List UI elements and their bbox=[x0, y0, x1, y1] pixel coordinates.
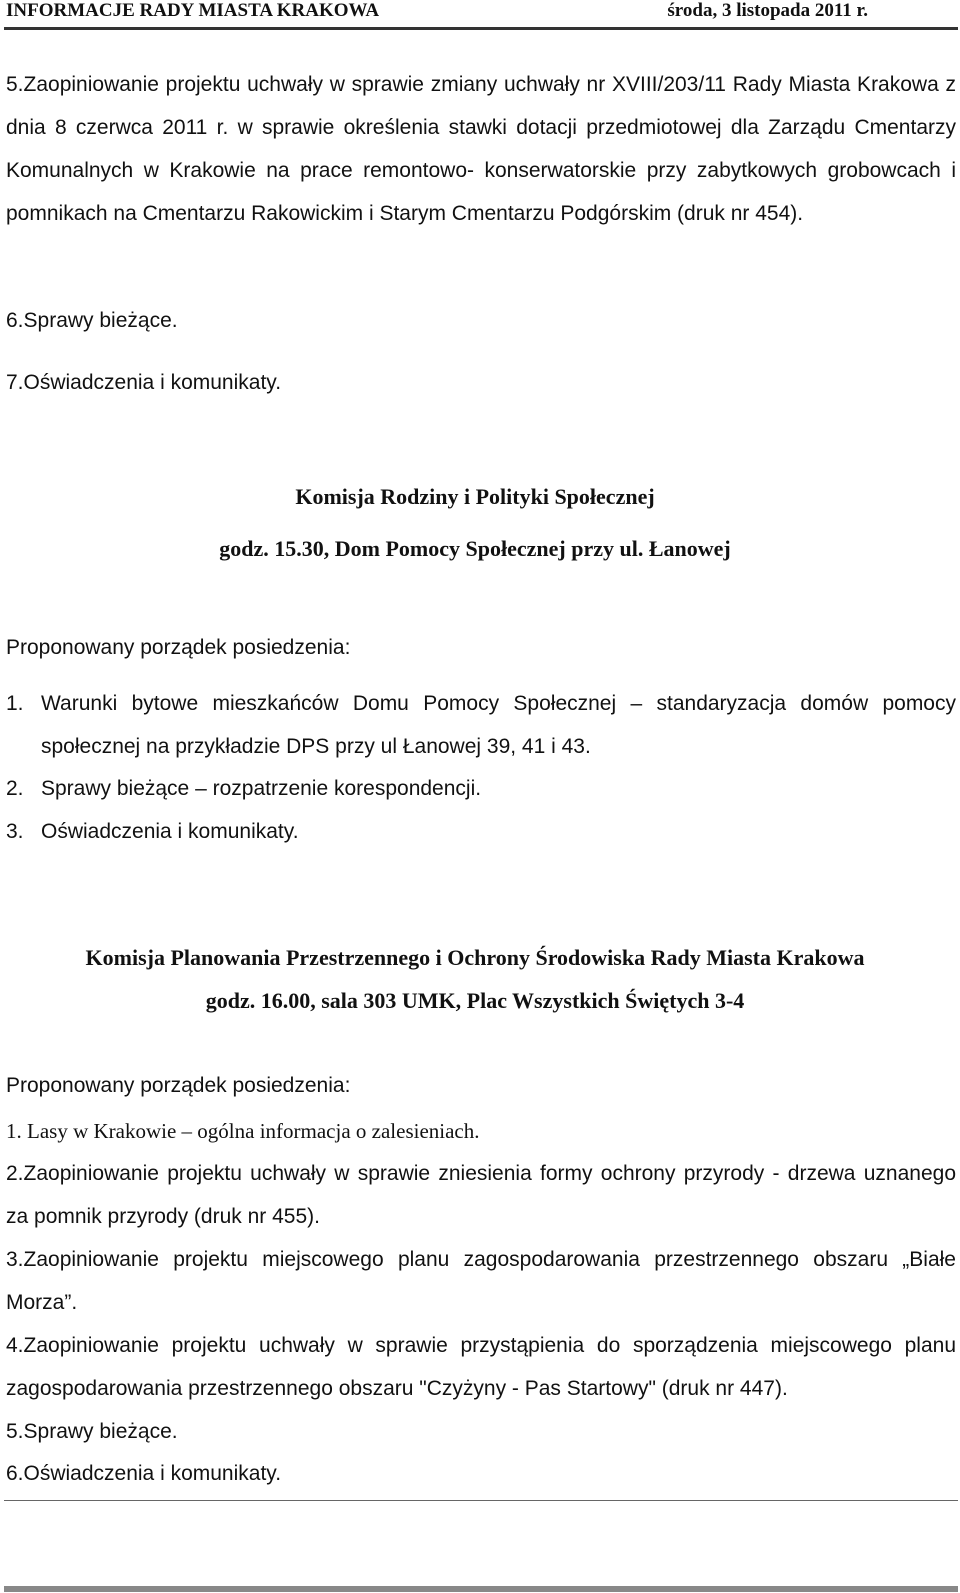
list-item: 5.Sprawy bieżące. bbox=[6, 1420, 178, 1443]
agenda-item-5: 5.Zaopiniowanie projektu uchwały w sprawie zmiany uchwały nr XVIII/203/11 Rady Miasta Krakowa z dnia 8 czerwca 2011 r. w sprawie określenia stawki dotacji przedmiotowej dla Zarządu Cmentarzy Komunalnych w Krakowie na prace remontowo- konserwatorskie przy zabytkowych grobowcach i pomnikach na Cmentarzu Rakowickim i Starym Cmentarzu Podgórskim (druk nr 454). bbox=[6, 73, 956, 225]
list-item: 2.Zaopiniowanie projektu uchwały w sprawie zniesienia formy ochrony przyrody - drzewa uznanego za pomnik przyrody (druk nr 455). bbox=[6, 1162, 956, 1228]
footer-divider bbox=[4, 1586, 958, 1592]
agenda-label: Proponowany porządek posiedzenia: bbox=[6, 636, 351, 659]
list-item: 3.Zaopiniowanie projektu miejscowego planu zagospodarowania przestrzennego obszaru „Białe Morza”. bbox=[6, 1248, 956, 1314]
list-item bbox=[6, 682, 956, 768]
header-date: środa, 3 listopada 2011 r. bbox=[667, 0, 868, 21]
header-divider bbox=[4, 27, 958, 30]
agenda-label: Proponowany porządek posiedzenia: bbox=[6, 1074, 351, 1097]
list-item-number: 3. bbox=[6, 820, 24, 843]
header-publication-title: INFORMACJE RADY MIASTA KRAKOWA bbox=[6, 0, 380, 21]
committee-time-place: godz. 15.30, Dom Pomocy Społecznej przy ul. Łanowej bbox=[219, 536, 731, 561]
list-item-text: Oświadczenia i komunikaty. bbox=[41, 820, 299, 843]
section-divider bbox=[4, 1500, 958, 1501]
committee-time-place: godz. 16.00, sala 303 UMK, Plac Wszystkich Świętych 3-4 bbox=[205, 988, 745, 1013]
list-item: 6.Oświadczenia i komunikaty. bbox=[6, 1462, 282, 1485]
agenda-item-6: 6.Sprawy bieżące. bbox=[6, 309, 178, 332]
list-item: 1. Lasy w Krakowie – ogólna informacja o zalesieniach. bbox=[6, 1119, 480, 1143]
list-item-text: Sprawy bieżące – rozpatrzenie korespondencji. bbox=[41, 777, 482, 800]
list-item-text: Warunki bytowe mieszkańców Domu Pomocy Społecznej – standaryzacja domów pomocy społecznej na przykładzie DPS przy ul Łanowej 39, 41 i 43. bbox=[41, 692, 956, 758]
agenda-item-7: 7.Oświadczenia i komunikaty. bbox=[6, 371, 282, 394]
page-header bbox=[0, 0, 960, 30]
committee-title: Komisja Planowania Przestrzennego i Ochrony Środowiska Rady Miasta Krakowa bbox=[85, 945, 865, 970]
list-item bbox=[6, 810, 956, 853]
committee-title: Komisja Rodziny i Polityki Społecznej bbox=[295, 484, 655, 509]
list-item bbox=[6, 767, 956, 810]
list-item-number: 1. bbox=[6, 692, 24, 715]
list-item-number: 2. bbox=[6, 777, 24, 800]
list-item: 4.Zaopiniowanie projektu uchwały w sprawie przystąpienia do sporządzenia miejscowego planu zagospodarowania przestrzennego obszaru "Czyżyny - Pas Startowy" (druk nr 447). bbox=[6, 1334, 956, 1400]
